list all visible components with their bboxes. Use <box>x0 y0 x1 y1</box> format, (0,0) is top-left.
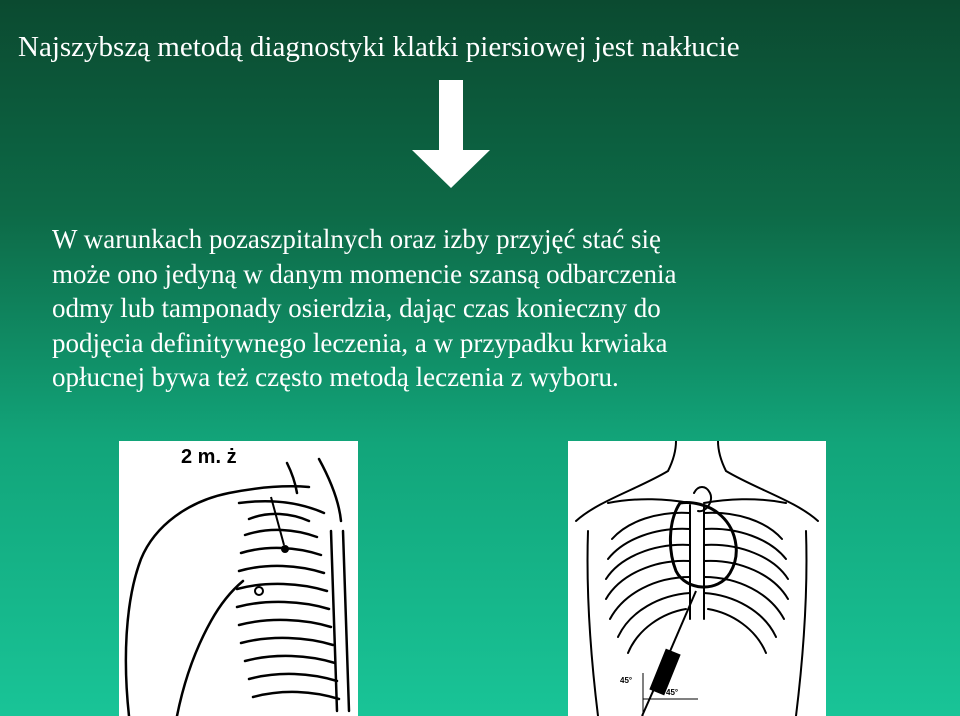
pericardiocentesis-illustration <box>568 441 826 716</box>
slide-title: Najszybszą metodą diagnostyki klatki piersiowej jest nakłucie <box>18 31 740 63</box>
body-line: opłucnej bywa też często metodą leczenia z wyboru. <box>52 362 619 392</box>
figure-left-label: 2 m. ż <box>181 446 237 468</box>
body-line: może ono jedyną w danym momencie szansą odbarczenia <box>52 258 677 289</box>
body-line: W warunkach pozaszpitalnych oraz izby przyjęć stać się <box>52 224 661 254</box>
angle-label-left: 45° <box>620 676 633 685</box>
needle-decompression-illustration <box>119 441 358 716</box>
angle-label-right: 45° <box>666 688 679 697</box>
body-line: podjęcia definitywnego leczenia, a w przypadku krwiaka <box>52 327 668 358</box>
body-text <box>52 222 942 395</box>
body-line: odmy lub tamponady osierdzia, dając czas konieczny do <box>52 293 661 323</box>
down-arrow-icon <box>412 80 490 188</box>
